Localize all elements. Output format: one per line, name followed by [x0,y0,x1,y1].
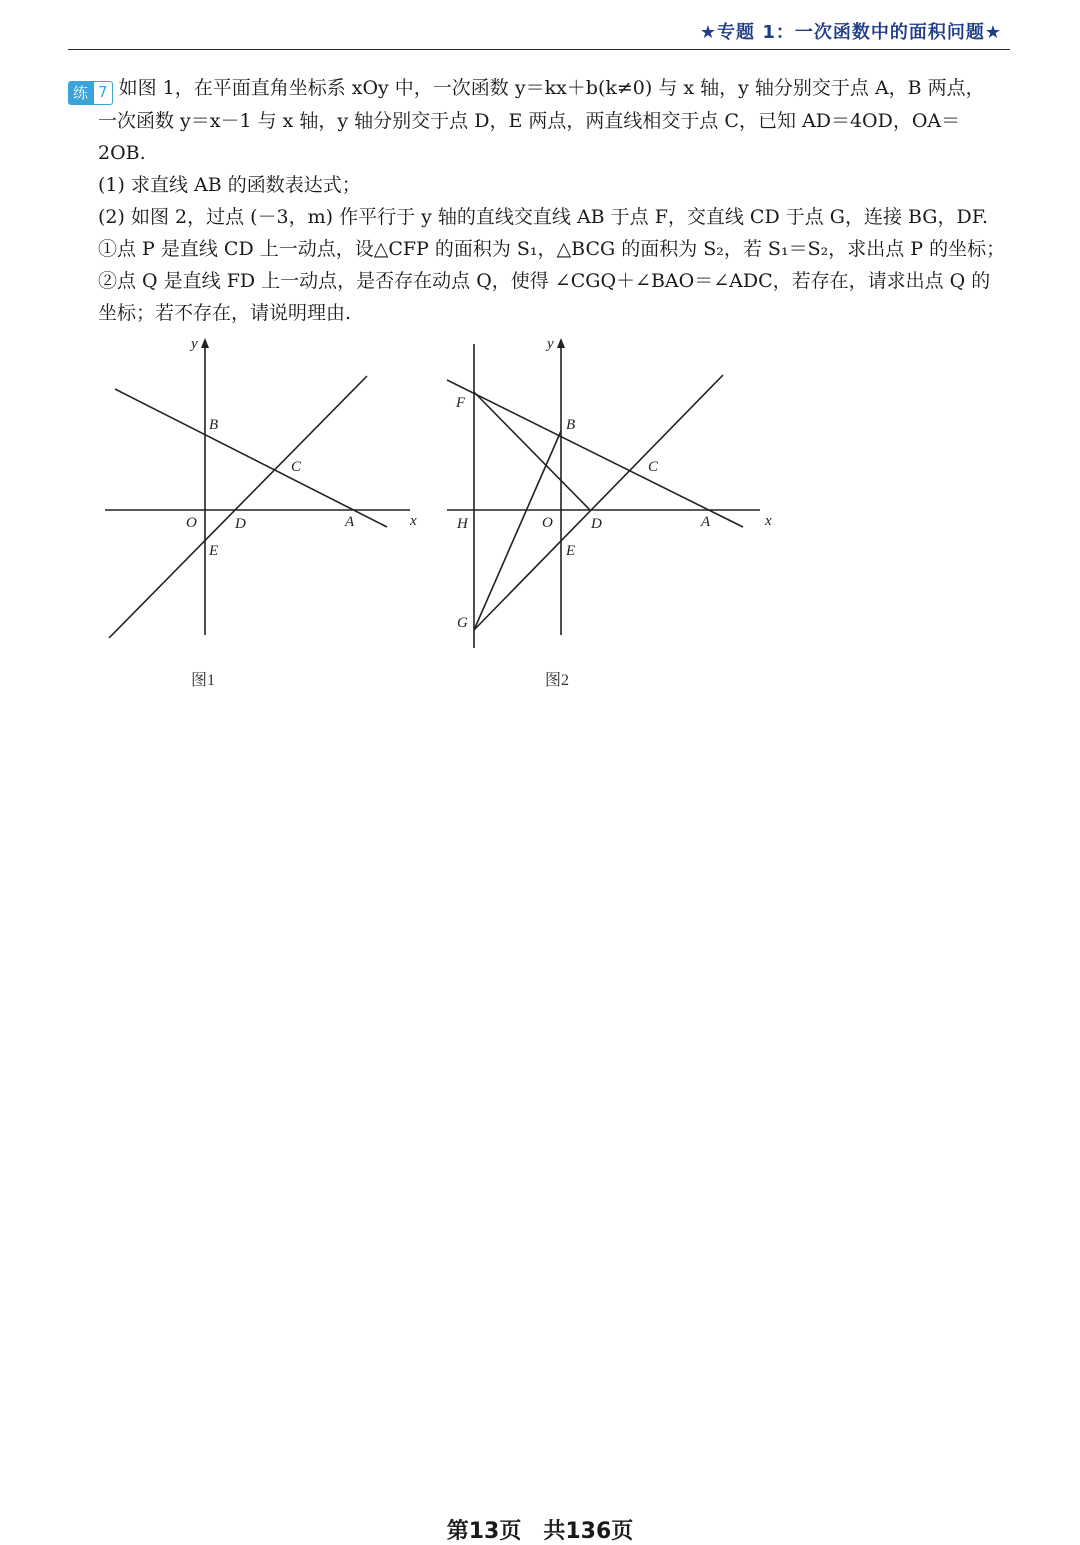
fig1-label-B: B [209,417,219,433]
fig2-label-x: x [765,513,772,529]
figure-2 [445,330,790,710]
fig1-label-A: A [345,514,355,530]
fig2-label-F: F [456,395,466,411]
fig1-label-y: y [191,336,198,352]
fig2-caption: 图2 [545,672,570,689]
fig2-line-cd [474,375,723,630]
header-divider [68,49,1010,50]
fig2-label-y: y [547,336,554,352]
problem-line-3: 2OB. [98,142,146,164]
question-2: (2) 如图 2，过点 (－3，m) 作平行于 y 轴的直线交直线 AB 于点 F，交直线 CD 于点 G，连接 BG，DF. [98,206,988,228]
fig2-label-G: G [457,615,468,631]
fig1-label-O: O [186,515,197,531]
fig2-label-O: O [542,515,553,531]
fig1-line-ab [115,389,387,527]
fig2-label-B: B [566,417,576,433]
fig2-label-A: A [701,514,711,530]
page-footer: 第13页 共136页 [446,1519,634,1544]
problem-text-line: 如图 1，在平面直角坐标系 xOy 中，一次函数 y＝kx＋b(k≠0) 与 x 轴，y 轴分别交于点 A，B 两点， [118,77,985,99]
fig2-label-H: H [457,516,468,532]
fig2-y-arrow [557,338,565,348]
fig2-segment-fd [474,392,590,510]
problem-line-2: 一次函数 y＝x－1 与 x 轴，y 轴分别交于点 D，E 两点，两直线相交于点 C，已知 AD＝4OD，OA＝ [98,110,961,132]
question-1: (1) 求直线 AB 的函数表达式； [98,174,361,196]
exercise-tag-number: 7 [93,81,113,105]
question-2-part-2: ②点 Q 是直线 FD 上一动点，是否存在动点 Q，使得 ∠CGQ＋∠BAO＝∠ADC，若存在，请求出点 Q 的 [98,270,991,292]
fig1-caption: 图1 [191,672,216,689]
fig1-label-x: x [410,513,417,529]
fig1-y-arrow [201,338,209,348]
fig2-label-D: D [591,516,602,532]
figures-area [95,330,795,710]
fig1-label-D: D [235,516,246,532]
problem-line-1 [73,72,1010,105]
question-2-part-2-cont: 坐标；若不存在，请说明理由. [98,302,352,324]
exercise-tag-label: 练 [68,81,93,105]
question-2-part-1: ①点 P 是直线 CD 上一动点，设△CFP 的面积为 S₁，△BCG 的面积为 S₂，若 S₁＝S₂，求出点 P 的坐标； [98,238,1006,260]
problem-block [73,72,1010,329]
fig1-label-C: C [291,459,302,475]
section-header: ★专题 1：一次函数中的面积问题★ [699,22,1002,43]
fig1-label-E: E [209,543,219,559]
figure-1 [95,330,435,710]
fig2-label-E: E [566,543,576,559]
exercise-tag [68,81,113,105]
fig2-label-C: C [648,459,659,475]
fig1-line-cd [109,376,367,638]
